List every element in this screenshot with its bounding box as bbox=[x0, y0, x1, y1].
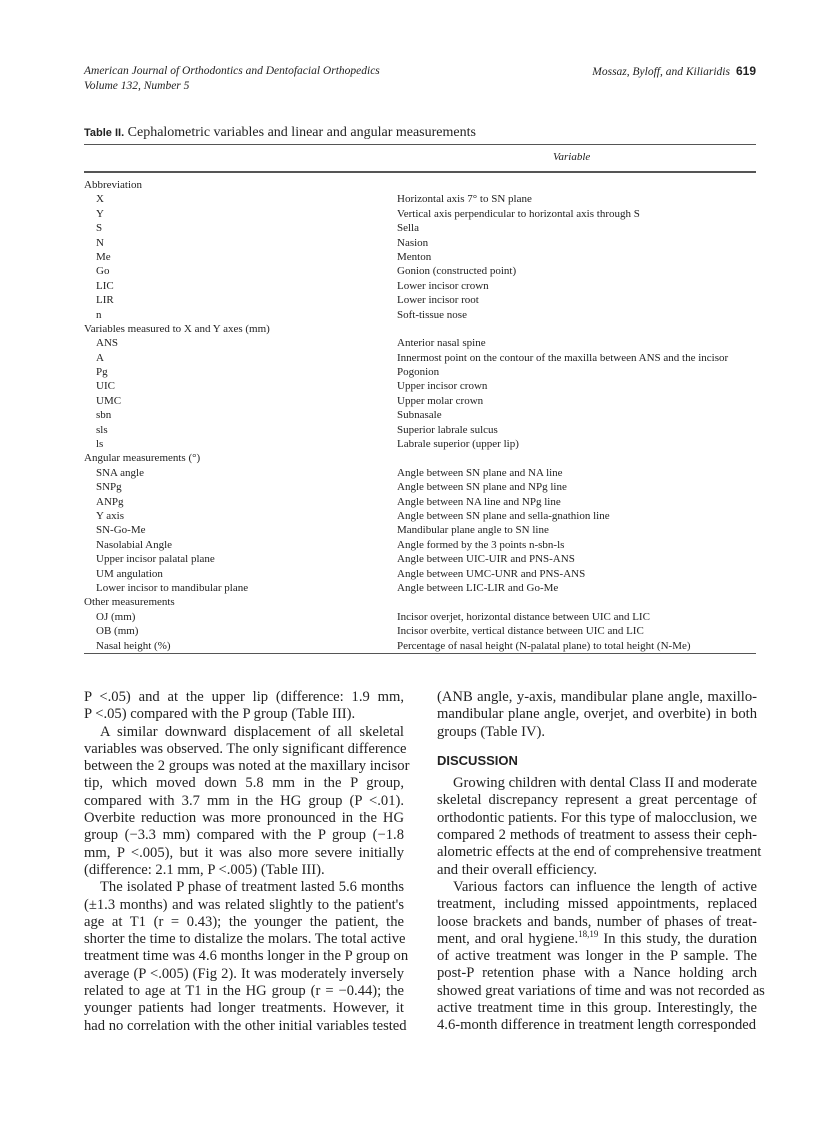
text-line: skeletal discrepancy represent a great percentage of bbox=[437, 792, 757, 809]
journal-volume: Volume 132, Number 5 bbox=[84, 80, 190, 92]
table-top-rule bbox=[84, 144, 756, 145]
text-line: P <.05) compared with the P group (Table III). bbox=[84, 706, 356, 723]
variable-cell: Angle formed by the 3 points n-sbn-ls bbox=[397, 538, 565, 551]
variable-cell: Incisor overjet, horizontal distance between UIC and LIC bbox=[397, 610, 650, 623]
table-header-rule bbox=[84, 171, 756, 173]
text-line: ment, and oral hygiene.$^{18,19}$ In this study, the duration bbox=[437, 929, 757, 947]
table-group-row bbox=[84, 595, 756, 609]
abbreviation-cell: Angular measurements (°) bbox=[84, 452, 201, 465]
table-row bbox=[84, 509, 756, 523]
variable-cell: Percentage of nasal height (N-palatal plane) to total height (N-Me) bbox=[397, 639, 691, 652]
table-row bbox=[84, 236, 756, 250]
abbreviation-cell: sbn bbox=[96, 409, 112, 422]
paragraph bbox=[437, 775, 762, 879]
page-number: 619 bbox=[735, 64, 756, 78]
table-row bbox=[84, 308, 756, 322]
abbreviation-cell: LIR bbox=[96, 294, 114, 307]
text-line: showed great variations of time and was not recorded as bbox=[437, 982, 765, 999]
text-line: active treatment time in this group. Interestingly, the bbox=[437, 1000, 757, 1017]
text-line: related to age at T1 in the HG group (r = −0.44); the bbox=[84, 983, 404, 1000]
table-title: Cephalometric variables and linear and angular measurements bbox=[127, 125, 476, 140]
table-row bbox=[84, 495, 756, 509]
variable-cell: Sella bbox=[397, 222, 419, 235]
text-line: post-P retention phase with a Nance holding arch bbox=[437, 965, 757, 982]
paragraph bbox=[84, 879, 409, 1035]
variable-cell: Angle between LIC-LIR and Go-Me bbox=[397, 581, 559, 594]
section-heading: DISCUSSION bbox=[437, 752, 518, 768]
abbreviation-cell: Y bbox=[96, 207, 104, 220]
table-column-header: Variable bbox=[553, 151, 591, 163]
variable-cell: Labrale superior (upper lip) bbox=[397, 438, 519, 451]
variable-cell: Nasion bbox=[397, 236, 429, 249]
abbreviation-cell: Other measurements bbox=[84, 596, 175, 609]
variable-cell: Upper molar crown bbox=[397, 394, 484, 407]
abbreviation-cell: Upper incisor palatal plane bbox=[96, 553, 215, 566]
abbreviation-cell: ls bbox=[96, 438, 104, 451]
table-row bbox=[84, 250, 756, 264]
variable-cell: Lower incisor root bbox=[397, 294, 479, 307]
text-line: compared with 3.7 mm in the HG group (P <.01). bbox=[84, 792, 404, 809]
abbreviation-cell: sls bbox=[96, 423, 108, 436]
variable-cell: Anterior nasal spine bbox=[397, 337, 486, 350]
variable-cell: Lower incisor crown bbox=[397, 279, 489, 292]
journal-name: American Journal of Orthodontics and Dentofacial Orthopedics bbox=[84, 65, 380, 77]
table-row bbox=[84, 567, 756, 581]
variable-cell: Angle between UIC-UIR and PNS-ANS bbox=[397, 553, 575, 566]
table-row bbox=[84, 466, 756, 480]
text-line: between the 2 groups was noted at the maxillary incisor bbox=[84, 758, 410, 775]
text-line: 4.6-month difference in treatment length corresponded bbox=[437, 1017, 757, 1034]
text-line: Overbite reduction was more pronounced in the HG bbox=[84, 810, 404, 827]
variable-cell: Horizontal axis 7° to SN plane bbox=[397, 193, 532, 206]
text-line: groups (Table IV). bbox=[437, 723, 545, 740]
abbreviation-cell: SNPg bbox=[96, 481, 122, 494]
variable-cell: Superior labrale sulcus bbox=[397, 423, 498, 436]
text-line: (ANB angle, y-axis, mandibular plane angle, maxillo- bbox=[437, 689, 757, 705]
table-row bbox=[84, 480, 756, 494]
body-column-right bbox=[437, 689, 765, 1035]
table-row bbox=[84, 351, 756, 365]
table-group-row bbox=[84, 322, 756, 336]
table-row bbox=[84, 379, 756, 393]
variable-cell: Innermost point on the contour of the maxilla between ANS and the incisor bbox=[397, 351, 729, 364]
table-row bbox=[84, 423, 756, 437]
text-line: treatment time was 4.6 months longer in the P group on bbox=[84, 948, 409, 965]
variable-cell: Angle between SN plane and sella-gnathion line bbox=[397, 509, 610, 522]
table-bottom-rule bbox=[84, 653, 756, 654]
abbreviation-cell: n bbox=[96, 308, 102, 321]
text-line: average (P <.005) (Fig 2). It was moderately inversely bbox=[84, 965, 404, 982]
text-line: mm, P <.005), but it was also more severe initially bbox=[84, 844, 404, 861]
abbreviation-cell: ANPg bbox=[96, 495, 124, 508]
text-line: mandibular plane angle, overjet, and overbite) in both bbox=[437, 706, 757, 723]
text-line: Growing children with dental Class II and moderate bbox=[453, 775, 757, 792]
text-line: treatment, including missed appointments, replaced bbox=[437, 896, 757, 913]
table-row bbox=[84, 610, 756, 624]
text-line: had no correlation with the other initial variables tested bbox=[84, 1017, 407, 1034]
table-row bbox=[84, 394, 756, 408]
table-row bbox=[84, 264, 756, 278]
variable-cell: Upper incisor crown bbox=[397, 380, 488, 393]
variable-cell: Angle between NA line and NPg line bbox=[397, 495, 561, 508]
abbreviation-cell: Nasal height (%) bbox=[96, 639, 171, 652]
table-group-row bbox=[84, 451, 756, 465]
text-line: A similar downward displacement of all skeletal bbox=[100, 723, 404, 740]
variable-cell: Mandibular plane angle to SN line bbox=[397, 524, 549, 537]
text-line: The isolated P phase of treatment lasted 5.6 months bbox=[100, 879, 404, 896]
table-caption bbox=[84, 125, 476, 141]
abbreviation-cell: X bbox=[96, 193, 104, 206]
abbreviation-cell: OB (mm) bbox=[96, 625, 139, 638]
text-line: age at T1 (r = 0.43); the younger the patient, the bbox=[84, 913, 404, 930]
paragraph bbox=[437, 878, 765, 1035]
table-row bbox=[84, 279, 756, 293]
text-line: alometric effects at the end of comprehensive treatment bbox=[437, 844, 762, 861]
abbreviation-cell: LIC bbox=[96, 279, 114, 292]
abbreviation-cell: UIC bbox=[96, 380, 115, 393]
table-row bbox=[84, 408, 756, 422]
text-line: orthodontic patients. For this type of malocclusion, we bbox=[437, 809, 757, 826]
abbreviation-cell: A bbox=[96, 351, 104, 364]
text-line: tip, which moved down 5.8 mm in the P group, bbox=[84, 775, 404, 792]
abbreviation-cell: Lower incisor to mandibular plane bbox=[96, 581, 249, 594]
paragraph bbox=[84, 723, 410, 880]
abbreviation-cell: Go bbox=[96, 265, 110, 278]
text-line: younger patients had longer treatments. However, it bbox=[84, 1000, 404, 1017]
abbreviation-cell: UMC bbox=[96, 394, 122, 407]
table-row bbox=[84, 624, 756, 638]
text-line: of active treatment was longer in the P sample. The bbox=[437, 948, 757, 965]
abbreviation-cell: Variables measured to X and Y axes (mm) bbox=[84, 322, 270, 335]
table-row bbox=[84, 192, 756, 206]
body-column-left bbox=[84, 689, 410, 1035]
table-group-row bbox=[84, 178, 756, 192]
abbreviation-cell: Me bbox=[96, 250, 111, 263]
abbreviation-cell: Abbreviation bbox=[84, 179, 143, 191]
table-row bbox=[84, 437, 756, 451]
text-line: compared 2 methods of treatment to assess their ceph- bbox=[437, 827, 757, 844]
text-line: P <.05) and at the upper lip (difference: 1.9 mm, bbox=[84, 689, 404, 705]
variable-cell: Angle between SN plane and NA line bbox=[397, 466, 563, 479]
table-row bbox=[84, 538, 756, 552]
table-row bbox=[84, 552, 756, 566]
text-line: group (−3.3 mm) compared with the P group (−1.8 bbox=[84, 827, 404, 844]
table-row bbox=[84, 336, 756, 350]
text-line: (difference: 2.1 mm, P <.005) (Table III). bbox=[84, 861, 325, 878]
abbreviation-cell: N bbox=[96, 236, 104, 249]
abbreviation-cell: SN-Go-Me bbox=[96, 524, 146, 537]
variable-cell: Pogonion bbox=[397, 366, 440, 379]
table-row bbox=[84, 293, 756, 307]
paragraph bbox=[437, 689, 757, 741]
variable-cell: Angle between SN plane and NPg line bbox=[397, 481, 567, 494]
table-row bbox=[84, 639, 756, 653]
abbreviation-cell: ANS bbox=[96, 337, 119, 350]
running-header-right bbox=[592, 64, 756, 80]
table-label: Table II. bbox=[84, 127, 125, 139]
text-line: and their overall efficiency. bbox=[437, 861, 598, 878]
abbreviation-cell: UM angulation bbox=[96, 567, 163, 580]
table-row bbox=[84, 365, 756, 379]
table-body bbox=[84, 178, 756, 653]
authors: Mossaz, Byloff, and Kiliaridis bbox=[592, 66, 730, 78]
variable-cell: Subnasale bbox=[397, 409, 442, 422]
abbreviation-cell: S bbox=[96, 222, 103, 235]
table-row bbox=[84, 581, 756, 595]
running-header-left bbox=[84, 64, 380, 94]
variable-cell: Soft-tissue nose bbox=[397, 308, 467, 321]
paragraph bbox=[84, 689, 404, 724]
text-line: loose brackets and bands, number of phases of treat- bbox=[437, 913, 757, 930]
text-line: (±1.3 months) and was related slightly to the patient's bbox=[84, 896, 404, 913]
variable-cell: Vertical axis perpendicular to horizontal axis through S bbox=[397, 207, 640, 220]
text-line: shorter the time to distalize the molars. The total active bbox=[84, 931, 406, 948]
variable-cell: Incisor overbite, vertical distance between UIC and LIC bbox=[397, 625, 644, 638]
text-line: Various factors can influence the length of active bbox=[453, 878, 757, 895]
abbreviation-cell: OJ (mm) bbox=[96, 610, 136, 623]
abbreviation-cell: Y axis bbox=[96, 509, 125, 522]
variable-cell: Angle between UMC-UNR and PNS-ANS bbox=[397, 567, 586, 580]
variable-cell: Gonion (constructed point) bbox=[397, 265, 517, 278]
abbreviation-cell: SNA angle bbox=[96, 466, 144, 479]
table-row bbox=[84, 207, 756, 221]
table-row bbox=[84, 221, 756, 235]
text-line: variables was observed. The only significant difference bbox=[84, 740, 407, 757]
table-row bbox=[84, 523, 756, 537]
variable-cell: Menton bbox=[397, 250, 432, 263]
abbreviation-cell: Nasolabial Angle bbox=[96, 538, 173, 551]
paragraph bbox=[437, 689, 757, 741]
abbreviation-cell: Pg bbox=[96, 366, 108, 379]
